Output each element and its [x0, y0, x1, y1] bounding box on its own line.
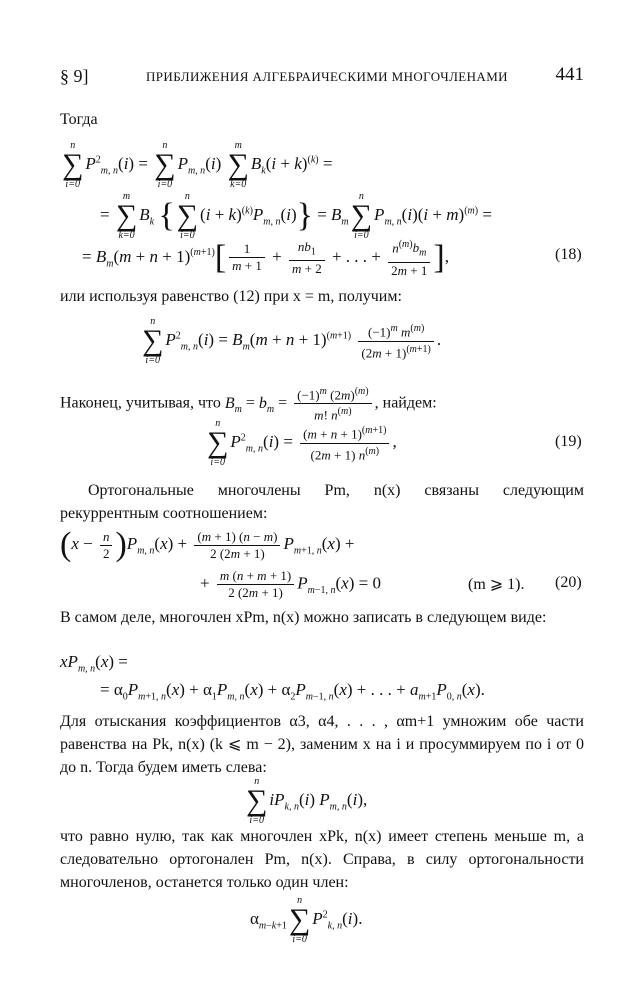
equation-intermediate: n ∑ i=0 $P^2_{m, n}(i) = B_m(m + n + 1)^{(m+1)}$ $\frac{(-1)^m m^{(m)}}{(2m + 1)^{(m+1)}}$ . [142, 316, 442, 366]
paragraph-orthogonal: Ортогональные многочлены Pm, n(x) связаны следующим рекуррентным соотношением: [60, 482, 584, 522]
paragraph-indeed: В самом деле, многочлен xPm, n(x) можно записать в следующем виде: [60, 609, 547, 626]
equation-20-condition: (m ⩾ 1). [468, 576, 525, 593]
paragraph-finally: Наконец, учитывая, что $B_m = b_m$ = $\frac{(-1)^m (2m)^{(m)}}{m! n^{(m)}}$ , найдем: [60, 386, 437, 423]
equation-number-19: (19) [555, 433, 582, 450]
paragraph-using-equality: или используя равенство (12) при x = m, получим: [60, 288, 402, 305]
paragraph-then: Тогда [60, 111, 98, 128]
section-marker: § 9] [60, 66, 89, 86]
equation-20-line-1: (x − $\frac{n}{2}$ )$P_{m, n}(x)$ + $\frac{(m + 1) (n - m)}{2 (2m + 1)}$ $P_{m+1, n}(x)$ + [60, 526, 355, 563]
running-title: ПРИБЛИЖЕНИЯ АЛГЕБРАИЧЕСКИМИ МНОГОЧЛЕНАМИ [146, 69, 508, 84]
equation-left-sum: n ∑ i=0 $iP_{k, n}(i)$ $P_{m, n}(i)$, [246, 776, 368, 826]
paragraph-zero: что равно нулю, так как многочлен xPk, n(x) имеет степень меньше m, а следовательно ортогонален Pm, n(x). Справа, в силу ортогональности многочленов, останется только один член: [60, 828, 584, 891]
equation-sum-line-1: n ∑ i=0 $P^2_{m, n}(i)$ = n ∑ i=0 $P_{m, n}(i)$ m ∑ k=0 $B_k(i + k)^{(k)}$ = [62, 140, 333, 190]
equation-number-20: (20) [555, 574, 582, 591]
paragraph-coefficients: Для отыскания коэффициентов α3, α4, . . . , αm+1 умножим обе части равенства на Pk, n(x) (k ⩽ m − 2), заменим x на i и просуммируем по i от 0 до n. Тогда будем иметь слева: [60, 713, 584, 776]
equation-18: = $B_m(m + n + 1)^{(m+1)}$[ $\frac{1}{m + 1}$ + $\frac{nb_1}{m + 2}$ + . . . + $\frac{n^{(m)}b_m}{2m + 1}$ ], [82, 238, 449, 278]
equation-20-line-2: + $\frac{m (n + m + 1)}{2 (2m + 1)}$ $P_{m-1, n}(x) = 0$ [200, 568, 381, 600]
equation-final-term: $\alpha_{m-k+1}$ n ∑ i=0 $P^2_{k, n}(i)$. [250, 895, 363, 945]
equation-sum-line-2: = m ∑ k=0 $B_k$ { n ∑ i=0 $(i + k)^{(k)}P_{m, n}(i)\} = B_m$ n ∑ i=0 $P_{m, n}(i)(i + m)^{(m)}$ = [100, 191, 492, 241]
equation-number-18: (18) [555, 246, 582, 263]
equation-expansion-line-1: $xP_{m, n}(x)$ = [60, 652, 128, 675]
equation-19: n ∑ i=0 $P^2_{m, n}(i)$ = $\frac{(m + n + 1)^{(m+1)}}{(2m + 1) n^{(m)}}$ , [207, 418, 397, 468]
running-header [60, 66, 584, 92]
equation-expansion-line-2: = $\alpha_0P_{m+1, n}(x) + \alpha_1P_{m, n}(x) + \alpha_2P_{m-1, n}(x)$ + . . . + $a_{m+1}P_{0, n}(x)$. [100, 680, 485, 703]
page-number: 441 [555, 64, 584, 85]
